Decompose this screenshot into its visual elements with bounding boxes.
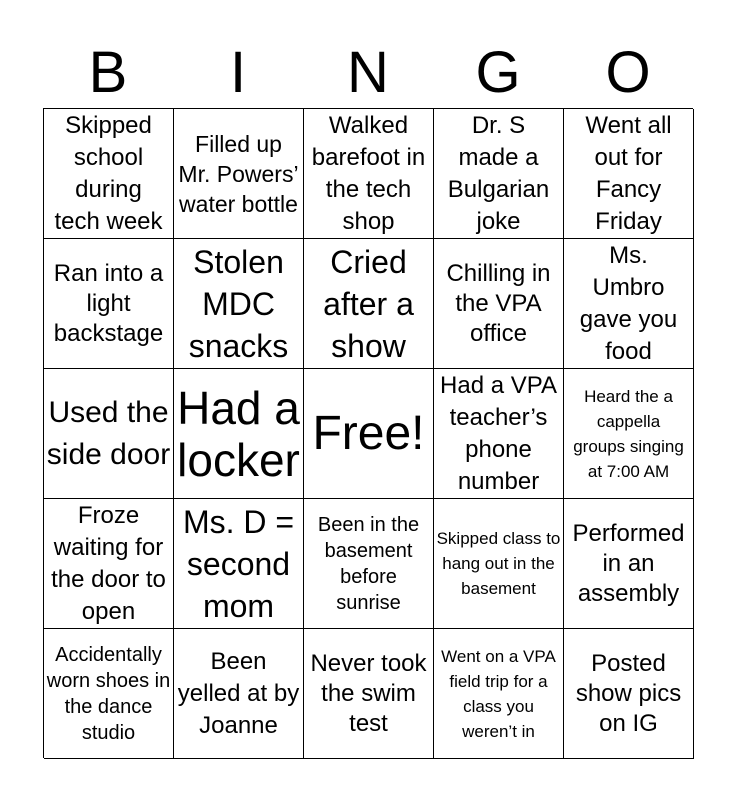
cell-text: Posted show pics on IG bbox=[575, 649, 682, 737]
bingo-cell[interactable] bbox=[434, 239, 564, 369]
cell-text: Stolen MDC snacks bbox=[188, 243, 289, 364]
cell-text: Skipped school during tech week bbox=[54, 111, 163, 235]
cell-text: Accidentally worn shoes in the dance studio bbox=[46, 643, 171, 744]
bingo-cell[interactable] bbox=[174, 109, 304, 239]
bingo-cell[interactable] bbox=[174, 239, 304, 369]
bingo-cell[interactable] bbox=[44, 239, 174, 369]
cell-text: Cried after a show bbox=[323, 243, 414, 364]
cell-text: Used the side door bbox=[46, 395, 171, 471]
bingo-cell[interactable] bbox=[174, 629, 304, 759]
cell-text: Ms. D = second mom bbox=[182, 503, 295, 624]
bingo-header bbox=[43, 40, 693, 106]
header-letter-n: N bbox=[347, 40, 389, 105]
cell-text: Had a locker bbox=[177, 381, 300, 486]
bingo-cell[interactable] bbox=[174, 369, 304, 499]
bingo-cell[interactable] bbox=[564, 369, 694, 499]
cell-text: Dr. S made a Bulgarian joke bbox=[447, 111, 550, 235]
cell-text: Ran into a light backstage bbox=[53, 259, 164, 347]
bingo-cell[interactable] bbox=[434, 629, 564, 759]
cell-text: Ms. Umbro gave you food bbox=[579, 241, 678, 365]
bingo-cell-free[interactable] bbox=[304, 369, 434, 499]
cell-text: Walked barefoot in the tech shop bbox=[311, 111, 426, 235]
bingo-cell[interactable] bbox=[434, 109, 564, 239]
bingo-cell[interactable] bbox=[564, 629, 694, 759]
cell-text: Been yelled at by Joanne bbox=[177, 647, 300, 739]
cell-text: Never took the swim test bbox=[310, 649, 427, 737]
header-letter-b: B bbox=[88, 40, 128, 105]
cell-text: Heard the a cappella groups singing at 7:00 AM bbox=[573, 386, 684, 481]
cell-text: Skipped class to hang out in the basement bbox=[436, 529, 561, 598]
cell-text: Went on a VPA field trip for a class you weren’t in bbox=[441, 646, 556, 741]
bingo-cell[interactable] bbox=[564, 499, 694, 629]
header-letter-g: G bbox=[475, 40, 521, 105]
cell-text: Froze waiting for the door to open bbox=[51, 501, 166, 625]
bingo-cell[interactable] bbox=[44, 629, 174, 759]
bingo-cell[interactable] bbox=[304, 499, 434, 629]
bingo-cell[interactable] bbox=[434, 499, 564, 629]
cell-text: Free! bbox=[312, 406, 425, 460]
bingo-cell[interactable] bbox=[564, 239, 694, 369]
header-letter-o: O bbox=[605, 40, 651, 105]
bingo-cell[interactable] bbox=[434, 369, 564, 499]
bingo-cell[interactable] bbox=[304, 239, 434, 369]
bingo-grid bbox=[43, 108, 693, 758]
bingo-cell[interactable] bbox=[44, 369, 174, 499]
cell-text: Filled up Mr. Powers’ water bottle bbox=[178, 130, 299, 217]
header-letter-i: I bbox=[229, 40, 247, 105]
bingo-cell[interactable] bbox=[44, 499, 174, 629]
cell-text: Been in the basement before sunrise bbox=[317, 513, 420, 614]
cell-text: Had a VPA teacher’s phone number bbox=[440, 371, 557, 495]
bingo-cell[interactable] bbox=[304, 629, 434, 759]
cell-text: Chilling in the VPA office bbox=[446, 259, 551, 347]
bingo-cell[interactable] bbox=[304, 109, 434, 239]
cell-text: Went all out for Fancy Friday bbox=[585, 111, 672, 235]
cell-text: Performed in an assembly bbox=[572, 519, 685, 607]
bingo-cell[interactable] bbox=[174, 499, 304, 629]
bingo-cell[interactable] bbox=[564, 109, 694, 239]
bingo-cell[interactable] bbox=[44, 109, 174, 239]
